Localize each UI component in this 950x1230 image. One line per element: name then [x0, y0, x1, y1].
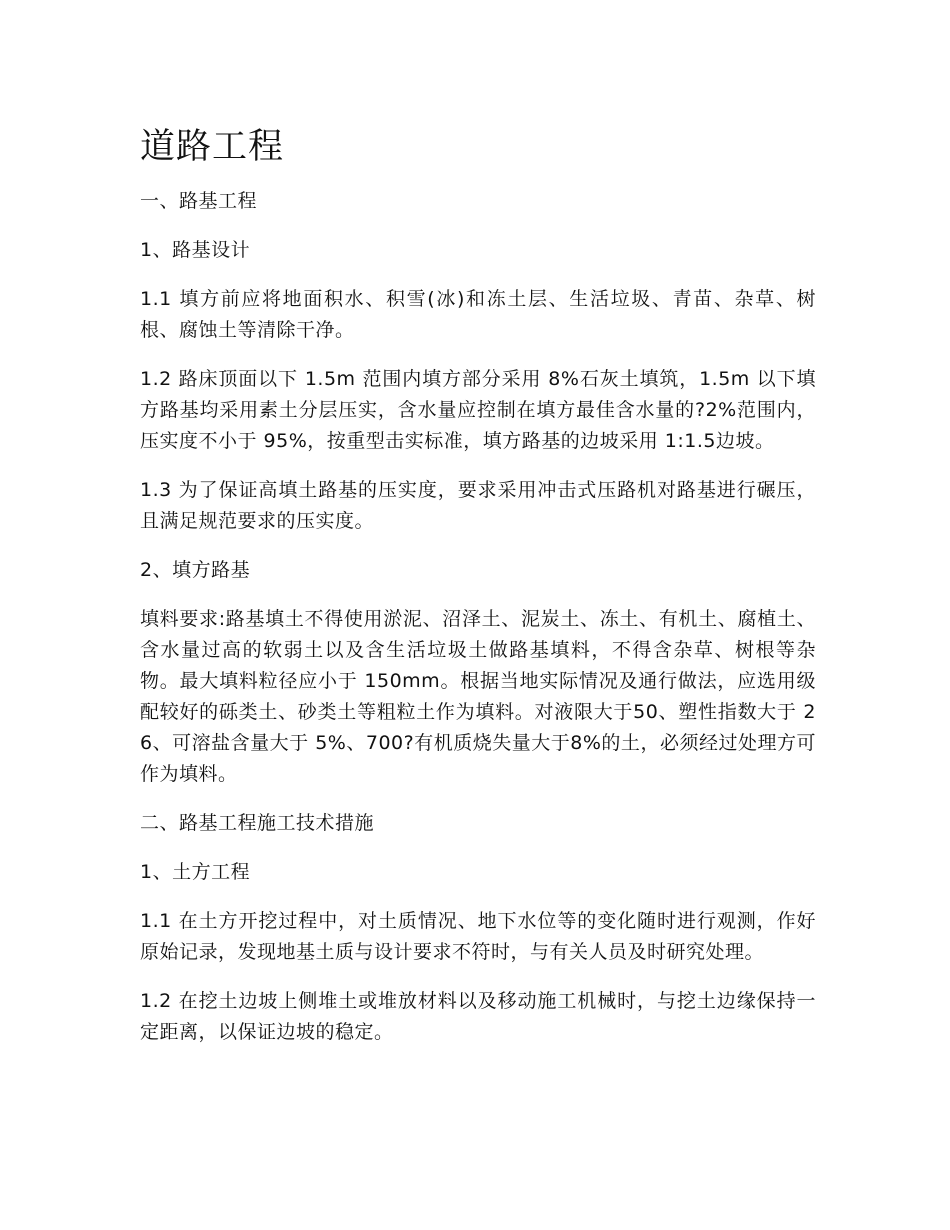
subsection-heading-earthwork: 1、土方工程: [140, 861, 251, 883]
section-heading-roadbed: 一、路基工程: [140, 190, 258, 212]
paragraph-1-2: 1.2 路床顶面以下 1.5m 范围内填方部分采用 8%石灰土填筑，1.5m 以下填方路基均采用素土分层压实，含水量应控制在填方最佳含水量的?2%范围内，压实度不小于 95%，按重型击实标准，填方路基的边坡采用 1:1.5边坡。: [140, 368, 816, 452]
paragraph-earthwork-1-2: 1.2 在挖土边坡上侧堆土或堆放材料以及移动施工机械时，与挖土边缘保持一定距离，以保证边坡的稳定。: [140, 990, 816, 1043]
paragraph-1-3: 1.3 为了保证高填土路基的压实度，要求采用冲击式压路机对路基进行碾压，且满足规范要求的压实度。: [140, 479, 816, 532]
subsection-heading-fill-roadbed: 2、填方路基: [140, 559, 251, 581]
paragraph-1-1: 1.1 填方前应将地面积水、积雪(冰)和冻土层、生活垃圾、青苗、杂草、树根、腐蚀土等清除干净。: [140, 288, 816, 341]
section-heading-construction-measures: 二、路基工程施工技术措施: [140, 812, 375, 834]
document-page: [140, 122, 816, 1066]
paragraph-earthwork-1-1: 1.1 在土方开挖过程中，对土质情况、地下水位等的变化随时进行观测，作好原始记录，发现地基土质与设计要求不符时，与有关人员及时研究处理。: [140, 910, 816, 963]
document-title: 道路工程: [140, 127, 285, 167]
paragraph-fill-requirements: 填料要求:路基填土不得使用淤泥、沼泽土、泥炭土、冻土、有机土、腐植土、含水量过高的软弱土以及含生活垃圾土做路基填料，不得含杂草、树根等杂物。最大填料粒径应小于 150mm。根据当地实际情况及通行做法，应选用级配较好的砾类土、砂类土等粗粒土作为填料。对液限大于50、塑性指数大于 26、可溶盐含量大于 5%、700?有机质烧失量大于8%的土，必须经过处理方可作为填料。: [140, 608, 816, 785]
subsection-heading-roadbed-design: 1、路基设计: [140, 239, 251, 261]
